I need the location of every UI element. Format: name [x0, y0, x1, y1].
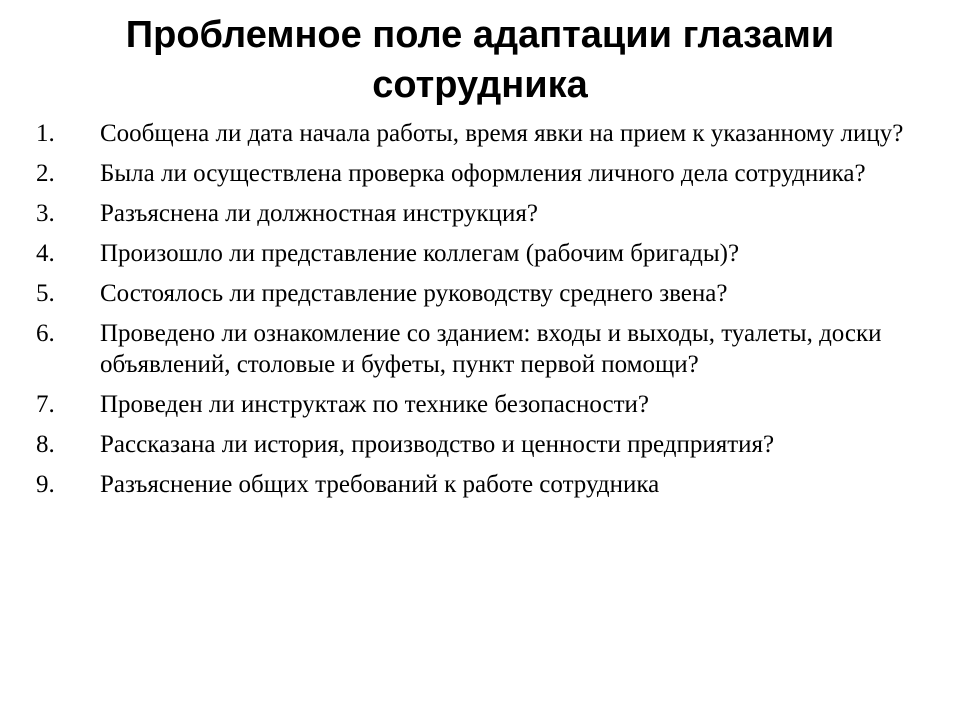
- list-item: [36, 469, 916, 500]
- item-text: Рассказана ли история, производство и ценности предприятия?: [100, 431, 775, 458]
- item-number: 5.: [36, 280, 55, 307]
- item-text: Разъяснена ли должностная инструкция?: [100, 200, 538, 227]
- item-number: 6.: [36, 320, 55, 347]
- list-item: [36, 118, 916, 149]
- list-item: [36, 318, 916, 380]
- item-text: Была ли осуществлена проверка оформления личного дела сотрудника?: [100, 160, 866, 187]
- list-item: [36, 158, 916, 189]
- item-text: Проведено ли ознакомление со зданием: входы и выходы, туалеты, доски объявлений, столовые и буфеты, пункт первой помощи?: [100, 320, 882, 378]
- item-text: Сообщена ли дата начала работы, время явки на прием к указанному лицу?: [100, 120, 904, 147]
- item-number: 1.: [36, 120, 55, 147]
- list-item: [36, 198, 916, 229]
- item-text: Проведен ли инструктаж по технике безопасности?: [100, 391, 649, 418]
- item-number: 9.: [36, 471, 55, 498]
- questions-list: [36, 118, 916, 509]
- item-number: 7.: [36, 391, 55, 418]
- list-item: [36, 278, 916, 309]
- item-number: 4.: [36, 240, 55, 267]
- list-item: [36, 429, 916, 460]
- slide-title: Проблемное поле адаптации глазами сотрудника: [125, 14, 835, 106]
- item-number: 2.: [36, 160, 55, 187]
- item-text: Разъяснение общих требований к работе сотрудника: [100, 471, 660, 498]
- list-item: [36, 389, 916, 420]
- item-text: Состоялось ли представление руководству среднего звена?: [100, 280, 728, 307]
- list-item: [36, 238, 916, 269]
- item-number: 8.: [36, 431, 55, 458]
- item-number: 3.: [36, 200, 55, 227]
- item-text: Произошло ли представление коллегам (рабочим бригады)?: [100, 240, 740, 267]
